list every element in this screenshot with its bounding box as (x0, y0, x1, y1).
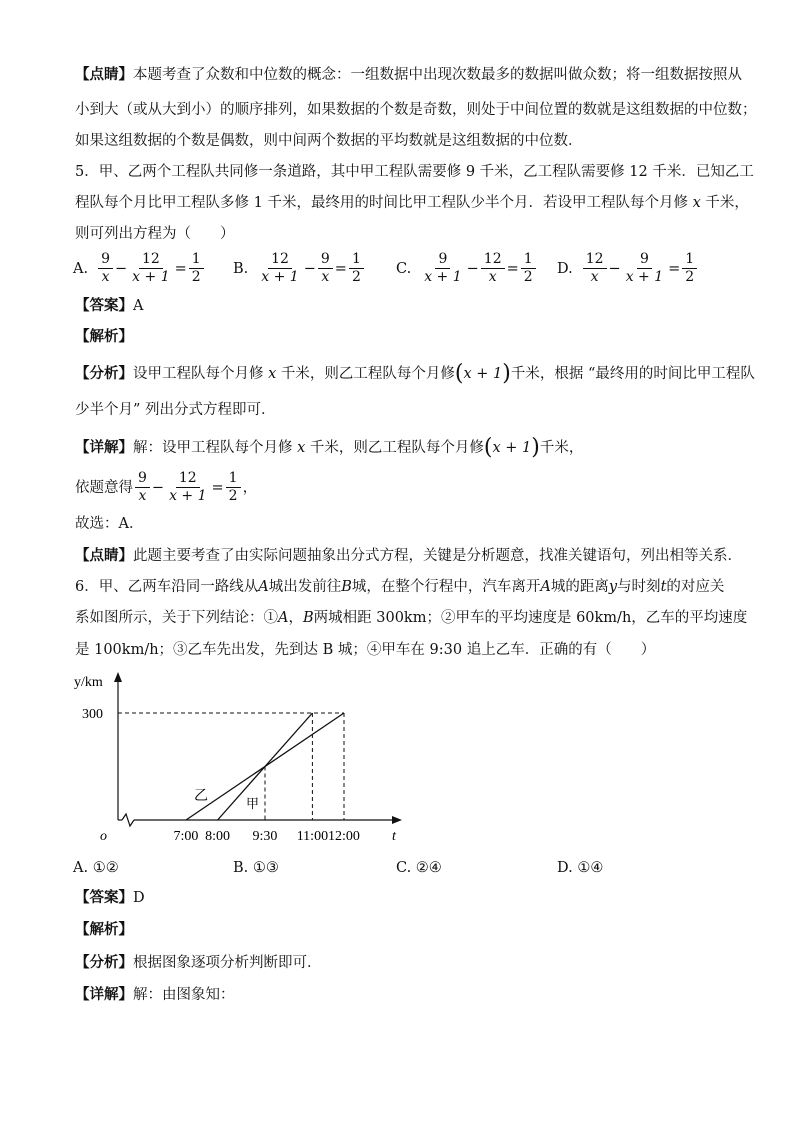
numerator: 1 (521, 251, 536, 269)
denominator: x + 1 (169, 488, 207, 504)
expr-x-plus-1: x + 1 (492, 440, 532, 456)
q6-l1d: 城的距离 (550, 579, 609, 595)
var-A: A (258, 579, 269, 595)
q6-answer (75, 888, 145, 908)
xj-a: 解：设甲工程队每个月修 (133, 440, 293, 456)
denominator: x + 1 (261, 269, 299, 285)
numerator: 1 (682, 251, 697, 269)
q6-l1f: 的对应关 (666, 579, 725, 595)
var-B: B (341, 579, 352, 595)
fraction (258, 251, 301, 286)
q5-fenxi-line-2: 少半个月” 列出分式方程即可． (75, 402, 276, 418)
option-label: B. (233, 260, 249, 277)
numerator: 9 (135, 470, 150, 488)
numerator: 12 (481, 251, 505, 269)
q5-option-b[interactable]: B. $\frac{12}{x + 1}$ − $\frac{9}{x}$ = $\frac{1}{2}$ (233, 251, 366, 286)
y-axis-label: y/km (74, 675, 103, 690)
p1-line-1 (75, 65, 742, 85)
dianjing-tag: 【点睛】 (75, 66, 133, 83)
q5-l2-end: 千米， (705, 195, 749, 211)
q5-equation: 依题意得 $\frac{9}{x}$ − $\frac{12}{x + 1}$ = $\frac{1}{2}$ ， (75, 470, 258, 504)
x-tick-label: 8:00 (205, 829, 231, 844)
q5-choose: 故选：A． (75, 516, 144, 532)
numerator: 9 (98, 251, 113, 269)
answer-value: D (133, 890, 145, 906)
var-A: A (540, 579, 551, 595)
origin-label: o (100, 829, 107, 844)
fraction (521, 251, 536, 286)
xiangjie-tag: 【详解】 (75, 439, 133, 456)
q6-option-b[interactable]: B. ①③ (233, 860, 279, 876)
fenxi-text: 根据图象逐项分析判断即可． (133, 955, 322, 971)
q5-line-2 (75, 193, 749, 213)
q6-line-1 (75, 577, 724, 597)
q5-line-3: 则可列出方程为（ ） (75, 226, 235, 242)
denominator: x (321, 269, 330, 285)
fraction (226, 470, 241, 505)
analysis-tag: 【解析】 (75, 328, 133, 345)
fraction (318, 251, 333, 286)
p1-line-3: 如果这组数据的个数是偶数，则中间两个数据的平均数就是这组数据的中位数． (75, 133, 583, 149)
denominator: 2 (351, 269, 361, 285)
q6-analysis-tag (75, 920, 133, 940)
q6-option-c[interactable]: C. ②④ (396, 860, 442, 876)
option-label: C. (396, 260, 412, 277)
q5-option-a[interactable]: A. $\frac{9}{x}$ − $\frac{12}{x + 1}$ = $\frac{1}{2}$ (73, 251, 206, 286)
fraction (583, 251, 607, 286)
var-B: B (302, 610, 314, 626)
fraction (189, 251, 204, 286)
answer-tag: 【答案】 (75, 297, 133, 314)
denominator: x (488, 269, 497, 285)
q5-l2-text: 程队每个月比甲工程队多修 1 千米，最终用的时间比甲工程队少半个月．若设甲工程队每个月修 (75, 195, 688, 211)
numerator: 1 (226, 470, 241, 488)
q6-line-2 (75, 608, 747, 628)
numerator: 1 (189, 251, 204, 269)
q6-l2c: 两城相距 300km；②甲车的平均速度是 60km/h，乙车的平均速度 (313, 610, 748, 626)
series-label-jia: 甲 (246, 796, 260, 811)
q5-xiangjie-line-1: 【详解】解：设甲工程队每个月修 x 千米，则乙工程队每个月修(x + 1)千米， (75, 435, 584, 460)
q5-line-1: 5．甲、乙两个工程队共同修一条道路，其中甲工程队需要修 9 千米，乙工程队需要修 12 千米．已知乙工 (75, 164, 754, 180)
fraction (129, 251, 172, 286)
eq-end: ， (242, 479, 258, 496)
x-tick-label: 12:00 (328, 829, 360, 844)
y-axis-arrow (114, 672, 122, 682)
numerator: 12 (268, 251, 292, 269)
answer-tag: 【答案】 (75, 889, 133, 906)
fraction (682, 251, 697, 286)
numerator: 9 (637, 251, 652, 269)
q6-fenxi (75, 953, 322, 973)
denominator: 2 (523, 269, 533, 285)
p1-line-2: 小到大（或从大到小）的顺序排列，如果数据的个数是奇数，则处于中间位置的数就是这组数据的中位数； (75, 102, 757, 118)
y-tick-label: 300 (82, 707, 103, 722)
q6-l2b: ， (288, 610, 303, 626)
x-tick-label: 11:00 (296, 829, 329, 844)
distance-time-chart (70, 668, 410, 848)
xj-c: 千米， (539, 440, 584, 456)
fraction (481, 251, 505, 286)
q5-fenxi-line-1: 【分析】设甲工程队每个月修 x 千米，则乙工程队每个月修(x + 1)千米，根据 “最终用的时间比甲工程队 (75, 361, 755, 386)
dianjing-tag: 【点睛】 (75, 547, 133, 564)
q5-option-d[interactable]: D. $\frac{12}{x}$ − $\frac{9}{x + 1}$ = $\frac{1}{2}$ (557, 251, 699, 286)
q6-l1b: 城出发前往 (268, 579, 342, 595)
x-tick-label: 9:30 (252, 829, 278, 844)
xj-b: 千米，则乙工程队每个月修 (309, 440, 484, 456)
series-label-yi: 乙 (194, 789, 208, 804)
p1-text-1: 本题考查了众数和中位数的概念：一组数据中出现次数最多的数据叫做众数；将一组数据按照从 (133, 67, 742, 83)
q6-xiangjie (75, 985, 235, 1005)
denominator: x (590, 269, 599, 285)
denominator: x + 1 (424, 269, 462, 285)
q5-analysis-tag (75, 327, 133, 347)
q6-l1c: 城，在整个行程中，汽车离开 (351, 579, 541, 595)
option-label: D. (557, 260, 573, 277)
q5-answer (75, 296, 143, 316)
fenxi-a: 设甲工程队每个月修 (133, 366, 264, 382)
fraction (623, 251, 666, 286)
fenxi-c: 千米，根据 “最终用的时间比甲工程队 (510, 366, 755, 382)
expr-x-plus-1: x + 1 (463, 366, 503, 382)
denominator: 2 (191, 269, 201, 285)
q6-option-d[interactable]: D. ①④ (557, 860, 604, 876)
q6-option-a[interactable]: A. ①② (73, 860, 119, 876)
numerator: 12 (139, 251, 163, 269)
option-label: A. (73, 260, 89, 277)
fraction (135, 470, 150, 505)
var-x: x (268, 366, 277, 382)
x-tick-label: 7:00 (173, 829, 199, 844)
var-t: t (660, 579, 667, 595)
numerator: 1 (349, 251, 364, 269)
numerator: 12 (176, 470, 200, 488)
fraction (98, 251, 113, 286)
q6-l1e: 与时刻 (617, 579, 661, 595)
x-axis-label: t (392, 829, 396, 844)
fenxi-b: 千米，则乙工程队每个月修 (280, 366, 455, 382)
var-x: x (297, 440, 306, 456)
fenxi-tag: 【分析】 (75, 954, 133, 971)
q5-dianjing (75, 546, 742, 566)
var-A: A (278, 610, 289, 626)
eq-prefix: 依题意得 (75, 479, 133, 496)
q6-line-3: 是 100km/h；③乙车先出发，先到达 B 城；④甲车在 9:30 追上乙车．正确的有（ ） (75, 642, 656, 658)
q6-l1a: 6．甲、乙两车沿同一路线从 (75, 579, 259, 595)
q6-l2a: 系如图所示，关于下列结论：① (75, 610, 278, 626)
axis-break-mark (122, 814, 134, 826)
denominator: 2 (685, 269, 695, 285)
answer-value: A (133, 298, 144, 314)
fraction (166, 470, 209, 505)
fenxi-tag: 【分析】 (75, 365, 133, 382)
xiangjie-text: 解：由图象知： (133, 987, 235, 1003)
fraction (349, 251, 364, 286)
denominator: x (101, 269, 110, 285)
dianjing-text: 此题主要考查了由实际问题抽象出分式方程，关键是分析题意，找准关键语句，列出相等关系． (133, 548, 742, 564)
numerator: 9 (435, 251, 450, 269)
denominator: x + 1 (132, 269, 170, 285)
q5-option-c[interactable]: C. $\frac{9}{x + 1}$ − $\frac{12}{x}$ = $\frac{1}{2}$ (396, 251, 538, 286)
numerator: 12 (583, 251, 607, 269)
analysis-tag: 【解析】 (75, 921, 133, 938)
var-y: y (608, 579, 618, 595)
denominator: x + 1 (625, 269, 664, 285)
var-x: x (692, 195, 701, 211)
numerator: 9 (318, 251, 333, 269)
fraction (421, 251, 464, 286)
denominator: x (138, 488, 147, 504)
xiangjie-tag: 【详解】 (75, 986, 133, 1003)
x-axis-arrow (392, 816, 402, 824)
denominator: 2 (228, 488, 238, 504)
